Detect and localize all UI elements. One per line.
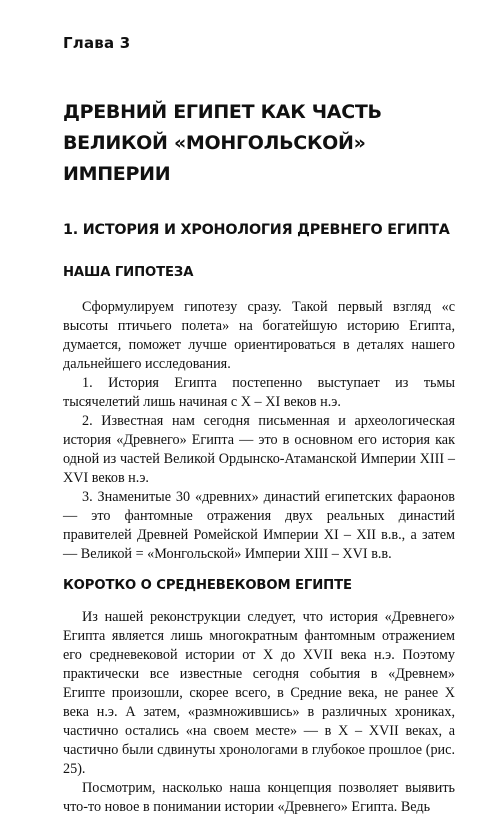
subsection-heading-medieval-egypt: КОРОТКО О СРЕДНЕВЕКОВОМ ЕГИПТЕ [63, 578, 352, 593]
medieval-egypt-text [63, 608, 455, 817]
paragraph: 3. Знаменитые 30 «древних» династий египетских фараонов — это фантомные отражения двух реальных династий правителей Древней Ромейской Империи XI – XII в.в., а затем — Великой = «Монгольской» Империи XIII – XVI в.в. [63, 489, 455, 562]
paragraph: Сформулируем гипотезу сразу. Такой первый взгляд «с высоты птичьего полета» на богатейшую историю Египта, думается, поможет лучше ориентироваться в деталях нашего дальнейшего исследования. [63, 299, 455, 372]
section-heading: 1. ИСТОРИЯ И ХРОНОЛОГИЯ ДРЕВНЕГО ЕГИПТА [63, 222, 450, 238]
paragraph: Посмотрим, насколько наша концепция позволяет выявить что-то новое в понимании истории «Древнего» Египта. Ведь [63, 780, 455, 815]
hypothesis-text [63, 298, 455, 564]
subsection-heading-hypothesis: НАША ГИПОТЕЗА [63, 265, 194, 280]
paragraph: 2. Известная нам сегодня письменная и археологическая история «Древнего» Египта — это в основном его история как одной из частей Великой Ордынско-Атаманской Империи XIII – XVI веков н.э. [63, 413, 455, 486]
paragraph: Из нашей реконструкции следует, что история «Древнего» Египта является лишь многократным фантомным отражением его средневековой истории от X до XVII века н.э. Поэтому практически все известные сегодня события в «Древнем» Египте произошли, скорее всего, в Средние века, не ранее X века н.э. А затем, «размножившись» в различных хрониках, частично остались «на своем месте» — в X – XVII веках, а частично были сдвинуты хронологами в глубокое прошлое (рис. 25). [63, 609, 455, 777]
chapter-title: ДРЕВНИЙ ЕГИПЕТ КАК ЧАСТЬ ВЕЛИКОЙ «МОНГОЛЬСКОЙ» ИМПЕРИИ [63, 101, 382, 185]
book-page [63, 34, 455, 817]
paragraph: 1. История Египта постепенно выступает из тьмы тысячелетий лишь начиная с X – XI веков н.э. [63, 375, 455, 410]
chapter-label: Глава 3 [63, 34, 131, 52]
